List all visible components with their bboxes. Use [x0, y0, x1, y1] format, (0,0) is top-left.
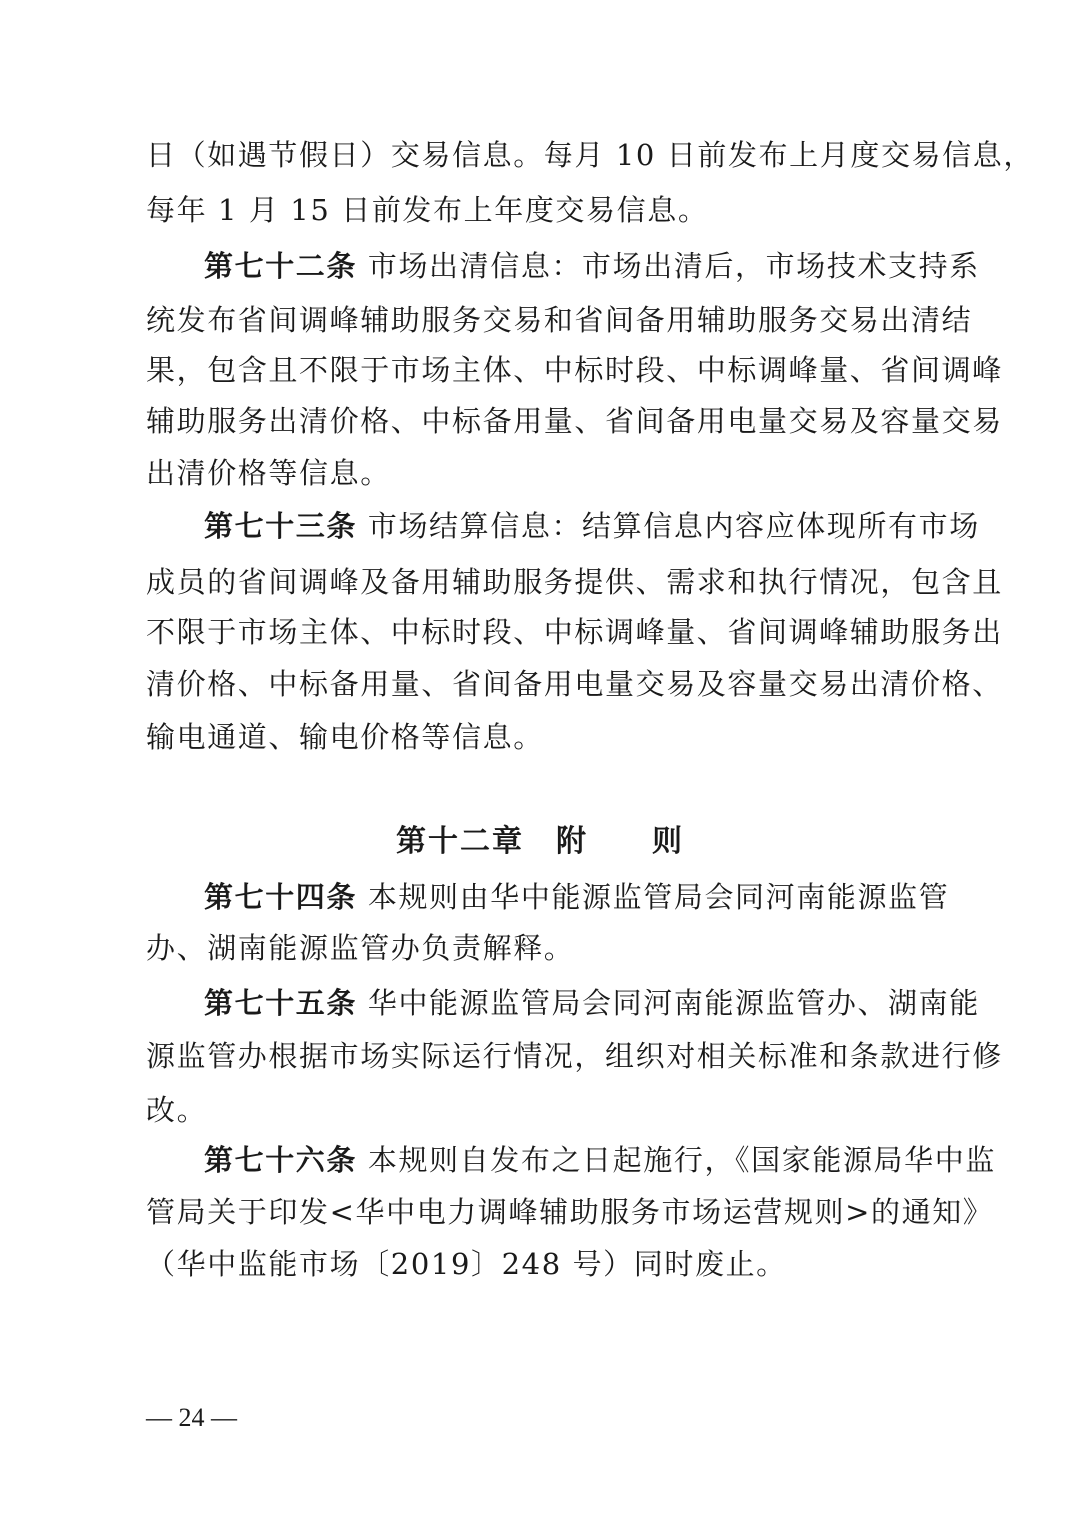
article-label: 第七十二条 [204, 249, 358, 283]
text-line: 不限于市场主体、中标时段、中标调峰量、省间调峰辅助服务出 [146, 615, 1003, 649]
text-line: 日（如遇节假日）交易信息。每月 10 日前发布上月度交易信息， [146, 138, 1034, 172]
text-line: 清价格、中标备用量、省间备用电量交易及容量交易出清价格、 [146, 667, 1003, 701]
article-text: 本规则自发布之日起施行，《国家能源局华中监 [367, 1143, 996, 1177]
text-line: 输电通道、输电价格等信息。 [146, 720, 544, 754]
text-line: 改。 [146, 1093, 208, 1127]
text-line: 成员的省间调峰及备用辅助服务提供、需求和执行情况，包含且 [146, 565, 1003, 599]
article-label: 第七十六条 [204, 1143, 358, 1177]
text-line: 果，包含且不限于市场主体、中标时段、中标调峰量、省间调峰 [146, 353, 1003, 387]
text-line: 源监管办根据市场实际运行情况，组织对相关标准和条款进行修 [146, 1039, 1003, 1073]
article-paragraph [204, 506, 980, 546]
text-line: 统发布省间调峰辅助服务交易和省间备用辅助服务交易出清结 [146, 303, 973, 337]
article-text: 本规则由华中能源监管局会同河南能源监管 [367, 880, 950, 914]
article-text: 华中能源监管局会同河南能源监管办、湖南能 [367, 986, 980, 1020]
article-paragraph [204, 877, 950, 917]
article-paragraph [204, 983, 980, 1023]
text-line: 管局关于印发<华中电力调峰辅助服务市场运营规则>的通知》 [146, 1195, 994, 1229]
article-paragraph [204, 1140, 996, 1180]
article-label: 第七十五条 [204, 986, 358, 1020]
text-line: 辅助服务出清价格、中标备用量、省间备用电量交易及容量交易 [146, 404, 1003, 438]
article-paragraph [204, 246, 980, 286]
article-label: 第七十四条 [204, 880, 358, 914]
article-text: 市场出清信息：市场出清后，市场技术支持系 [367, 249, 980, 283]
chapter-heading: 第十二章 附 则 [396, 824, 684, 859]
article-label: 第七十三条 [204, 509, 358, 543]
page-number: — 24 — [146, 1403, 237, 1432]
text-line: 办、湖南能源监管办负责解释。 [146, 931, 575, 965]
article-text: 市场结算信息：结算信息内容应体现所有市场 [367, 509, 980, 543]
text-line: 每年 1 月 15 日前发布上年度交易信息。 [146, 193, 709, 227]
text-line: （华中监能市场〔2019〕248 号）同时废止。 [146, 1247, 787, 1281]
text-line: 出清价格等信息。 [146, 456, 391, 490]
